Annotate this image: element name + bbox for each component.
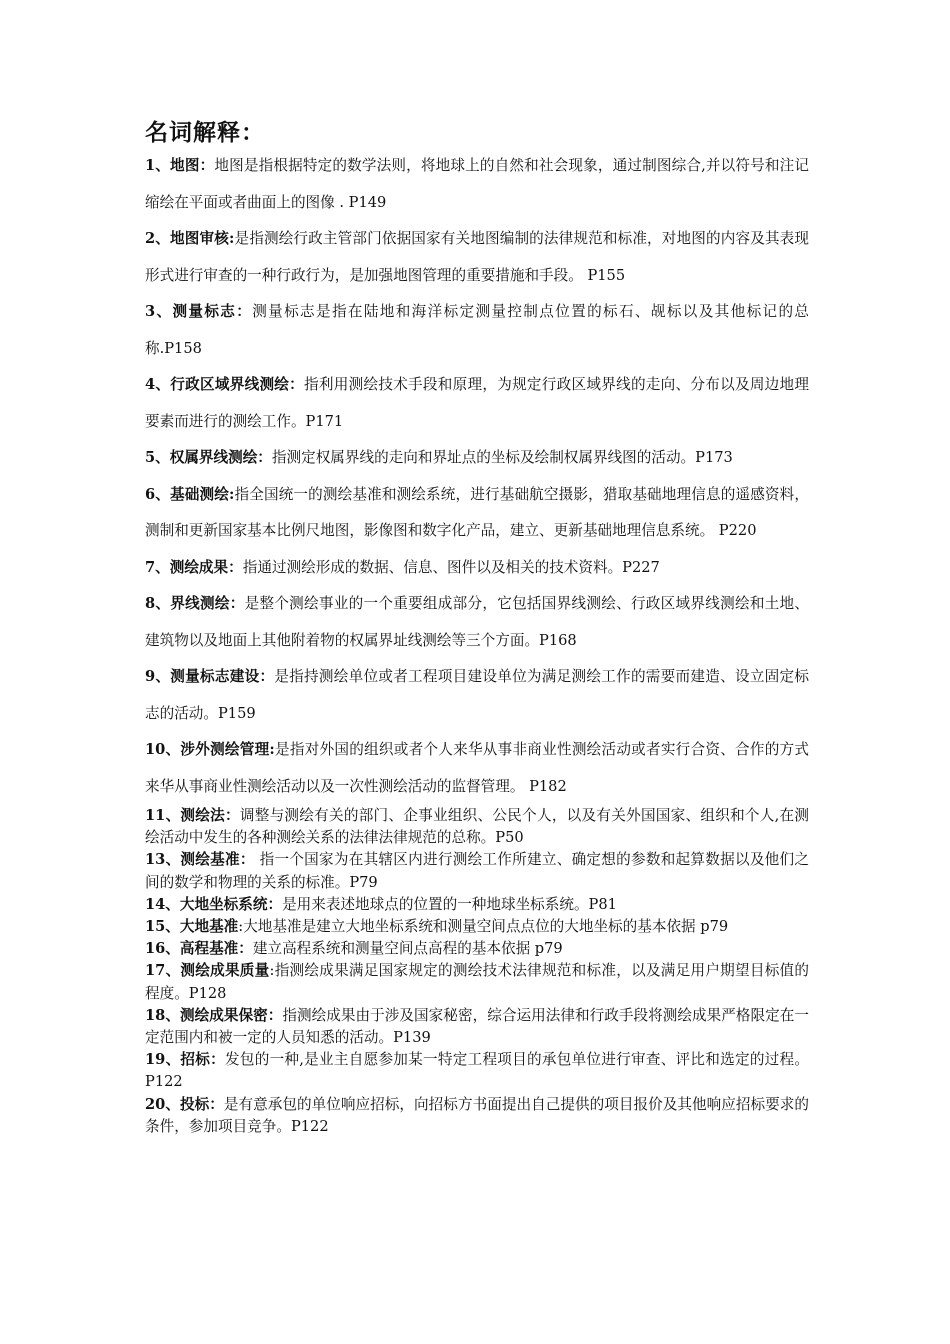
entry-definition: 指测定权属界线的走向和界址点的坐标及绘制权属界线图的活动。P173	[271, 449, 733, 466]
entry-definition: 地图是指根据特定的数学法则，将地球上的自然和社会现象，通过制图综合,并以符号和注记缩绘在平面或者曲面上的图像 . P149	[145, 157, 809, 211]
glossary-entry	[145, 440, 809, 477]
entry-definition: 指测绘成果由于涉及国家秘密，综合运用法律和行政手段将测绘成果严格限定在一定范围内和被一定的人员知悉的活动。P139	[145, 1006, 809, 1047]
entry-term: 13、测绘基准：	[145, 851, 255, 869]
entry-term: 19、招标：	[145, 1051, 225, 1069]
entry-term: 6、基础测绘:	[145, 485, 235, 503]
page-title: 名词解释：	[145, 119, 265, 146]
glossary-entry	[145, 1094, 809, 1138]
entry-term: 8、界线测绘：	[145, 595, 245, 612]
glossary-entry	[145, 894, 809, 916]
entry-term: 20、投标：	[145, 1095, 224, 1113]
entry-term: 17、测绘成果质量	[145, 962, 270, 980]
entry-term: 2、地图审核:	[145, 230, 235, 247]
entry-definition: 测量标志是指在陆地和海洋标定测量控制点位置的标石、觇标以及其他标记的总称.P158	[145, 303, 809, 357]
glossary-entry	[145, 294, 809, 367]
entry-term: 5、权属界线测绘：	[145, 449, 272, 466]
glossary-entry	[145, 916, 809, 938]
entry-term: 10、涉外测绘管理:	[145, 741, 275, 758]
entry-definition: 是指对外国的组织或者个人来华从事非商业性测绘活动或者实行合资、合作的方式来华从事商业性测绘活动以及一次性测绘活动的监督管理。 P182	[145, 741, 809, 795]
glossary-entry	[145, 367, 809, 440]
glossary-entry	[145, 1049, 809, 1093]
entry-term: 16、高程基准：	[145, 940, 253, 958]
glossary-entry	[145, 732, 809, 805]
glossary-entry	[145, 960, 809, 1004]
entry-definition: 指一个国家为在其辖区内进行测绘工作所建立、确定想的参数和起算数据以及他们之间的数学和物理的关系的标准。P79	[145, 851, 809, 891]
entry-definition: 是指测绘行政主管部门依据国家有关地图编制的法律规范和标准，对地图的内容及其表现形式进行审查的一种行政行为，是加强地图管理的重要措施和手段。 P155	[145, 230, 809, 284]
entry-definition: 指利用测绘技术手段和原理，为规定行政区域界线的走向、分布以及周边地理要素而进行的测绘工作。P171	[145, 376, 809, 430]
entry-definition: 是指持测绘单位或者工程项目建设单位为满足测绘工作的需要而建造、设立固定标志的活动。P159	[145, 668, 810, 722]
entry-definition: 指全国统一的测绘基准和测绘系统，进行基础航空摄影，猎取基础地理信息的遥感资料，测制和更新国家基本比例尺地图，影像图和数字化产品，建立、更新基础地理信息系统。 P220	[145, 485, 809, 539]
entry-term: 15、大地基准	[145, 918, 239, 936]
entry-definition: 是有意承包的单位响应招标，向招标方书面提出自己提供的项目报价及其他响应招标要求的条件，参加项目竞争。P122	[145, 1095, 809, 1135]
glossary-list	[145, 148, 809, 1138]
glossary-entry	[145, 938, 809, 960]
entry-definition: :大地基准是建立大地坐标系统和测量空间点点位的大地坐标的基本依据 p79	[238, 918, 729, 936]
entry-term: 4、行政区域界线测绘：	[145, 376, 305, 393]
glossary-entry	[145, 477, 809, 550]
glossary-entry	[145, 659, 809, 732]
glossary-entry	[145, 586, 809, 659]
entry-term: 9、测量标志建设：	[145, 668, 275, 685]
entry-term: 18、测绘成果保密：	[145, 1006, 283, 1024]
glossary-entry	[145, 221, 809, 294]
glossary-entry	[145, 849, 809, 893]
entry-definition: 是整个测绘事业的一个重要组成部分，它包括国界线测绘、行政区域界线测绘和土地、建筑物以及地面上其他附着物的权属界址线测绘等三个方面。P168	[145, 595, 810, 649]
entry-term: 7、测绘成果：	[145, 558, 243, 576]
glossary-entry	[145, 550, 809, 587]
entry-definition: 发包的一种,是业主自愿参加某一特定工程项目的承包单位进行审查、评比和选定的过程。P122	[145, 1051, 809, 1091]
entry-definition: :指测绘成果满足国家规定的测绘技术法律规范和标准，以及满足用户期望目标值的程度。P128	[145, 962, 810, 1002]
entry-definition: 建立高程系统和测量空间点高程的基本依据 p79	[252, 940, 563, 958]
glossary-entry	[145, 148, 809, 221]
entry-definition: 调整与测绘有关的部门、企事业组织、公民个人，以及有关外国国家、组织和个人,在测绘活动中发生的各种测绘关系的法律法律规范的总称。P50	[145, 807, 809, 847]
entry-definition: 指通过测绘形成的数据、信息、图件以及相关的技术资料。P227	[242, 558, 660, 576]
entry-term: 11、测绘法：	[145, 807, 240, 824]
glossary-entry	[145, 805, 809, 849]
entry-term: 14、大地坐标系统：	[145, 895, 283, 913]
glossary-entry	[145, 1005, 809, 1049]
entry-term: 3、测量标志：	[145, 303, 253, 320]
entry-definition: 是用来表述地球点的位置的一种地球坐标系统。P81	[282, 895, 617, 913]
entry-term: 1、地图：	[145, 157, 215, 174]
